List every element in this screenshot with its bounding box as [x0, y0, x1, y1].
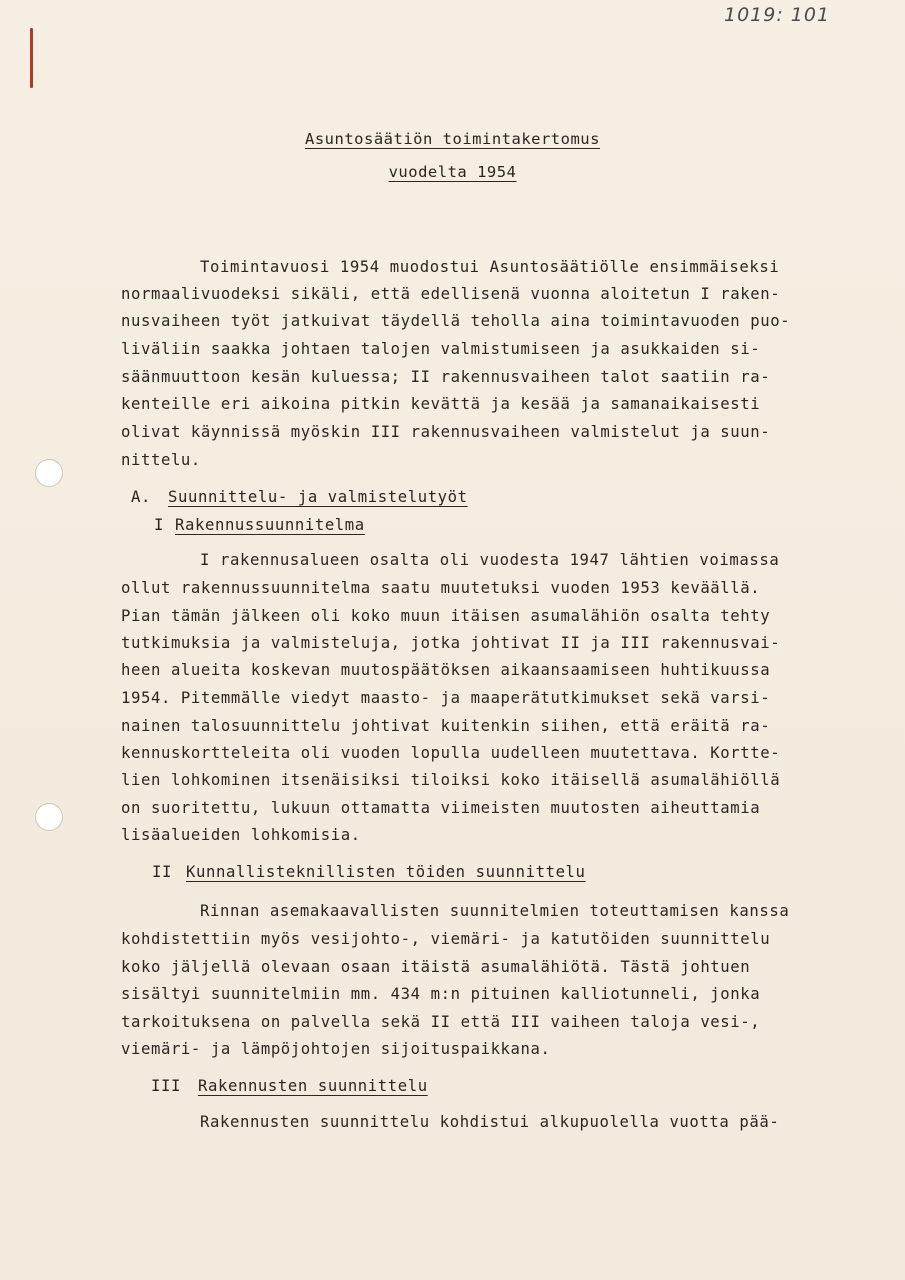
subsection-1-line: on suoritettu, lukuun ottamatta viimeisten muutosten aiheuttamia: [121, 799, 761, 817]
intro-line: nittelu.: [121, 451, 201, 469]
subsection-3-heading: Rakennusten suunnittelu: [198, 1077, 428, 1095]
subsection-1-line: I rakennusalueen osalta oli vuodesta 1947 lähtien voimassa: [200, 551, 780, 569]
red-margin-mark: [30, 28, 33, 88]
subsection-1-line: nainen talosuunnittelu johtivat kuitenkin siihen, että eräitä ra-: [121, 717, 771, 735]
subsection-2-line: kohdistettiin myös vesijohto-, viemäri- ja katutöiden suunnittelu: [121, 930, 771, 948]
subsection-2-line: Rinnan asemakaavallisten suunnitelmien toteuttamisen kanssa: [200, 902, 790, 920]
punch-hole: [35, 803, 63, 831]
subsection-1-line: lien lohkominen itsenäisiksi tiloiksi koko itäisellä asumalähiöllä: [121, 771, 781, 789]
intro-line: normaalivuodeksi sikäli, että edellisenä vuonna aloitetun I raken-: [121, 285, 781, 303]
subsection-1-line: 1954. Pitemmälle viedyt maasto- ja maaperätutkimukset sekä varsi-: [121, 689, 771, 707]
document-subtitle: vuodelta 1954: [388, 163, 517, 181]
intro-line: säänmuuttoon kesän kuluessa; II rakennusvaiheen talot saatiin ra-: [121, 368, 771, 386]
intro-line: kenteille eri aikoina pitkin kevättä ja kesää ja samanaikaisesti: [121, 395, 761, 413]
subsection-2-line: sisältyi suunnitelmiin mm. 434 m:n pituinen kalliotunneli, jonka: [121, 985, 761, 1003]
subsection-1-line: lisäalueiden lohkomisia.: [121, 826, 361, 844]
subsection-1-line: tutkimuksia ja valmisteluja, jotka johtivat II ja III rakennusvai-: [121, 634, 781, 652]
document-title: Asuntosäätiön toimintakertomus: [305, 130, 600, 148]
subsection-2-line: viemäri- ja lämpöjohtojen sijoituspaikkana.: [121, 1040, 551, 1058]
subsection-3-line: Rakennusten suunnittelu kohdistui alkupuolella vuotta pää-: [200, 1113, 780, 1131]
subsection-1-line: kennuskortteleita oli vuoden lopulla uudelleen muutettava. Kortte-: [121, 744, 781, 762]
subsection-1-heading: Rakennussuunnitelma: [175, 516, 365, 534]
subsection-2-heading: Kunnallisteknillisten töiden suunnittelu: [186, 863, 586, 881]
intro-line: liväliin saakka johtaen talojen valmistumiseen ja asukkaiden si-: [121, 340, 761, 358]
subsection-1-marker: I: [154, 516, 164, 534]
subsection-1-line: ollut rakennussuunnitelma saatu muutetuksi vuoden 1953 keväällä.: [121, 579, 761, 597]
intro-line: Toimintavuosi 1954 muodostui Asuntosäätiölle ensimmäiseksi: [200, 258, 780, 276]
section-a-marker: A.: [131, 488, 151, 506]
punch-hole: [35, 459, 63, 487]
subsection-2-line: koko jäljellä olevaan osaan itäistä asumalähiötä. Tästä johtuen: [121, 958, 751, 976]
subsection-2-marker: II: [152, 863, 172, 881]
subsection-2-line: tarkoituksena on palvella sekä II että III vaiheen taloja vesi-,: [121, 1013, 761, 1031]
section-a-heading: Suunnittelu- ja valmistelutyöt: [168, 488, 468, 506]
intro-line: olivat käynnissä myöskin III rakennusvaiheen valmistelut ja suun-: [121, 423, 771, 441]
archive-number: 1019: 101: [724, 4, 831, 26]
intro-line: nusvaiheen työt jatkuivat täydellä teholla aina toimintavuoden puo-: [121, 312, 791, 330]
subsection-1-line: Pian tämän jälkeen oli koko muun itäisen asumalähiön osalta tehty: [121, 607, 771, 625]
subsection-1-line: heen alueita koskevan muutospäätöksen aikaansaamiseen huhtikuussa: [121, 661, 771, 679]
subsection-3-marker: III: [151, 1077, 181, 1095]
